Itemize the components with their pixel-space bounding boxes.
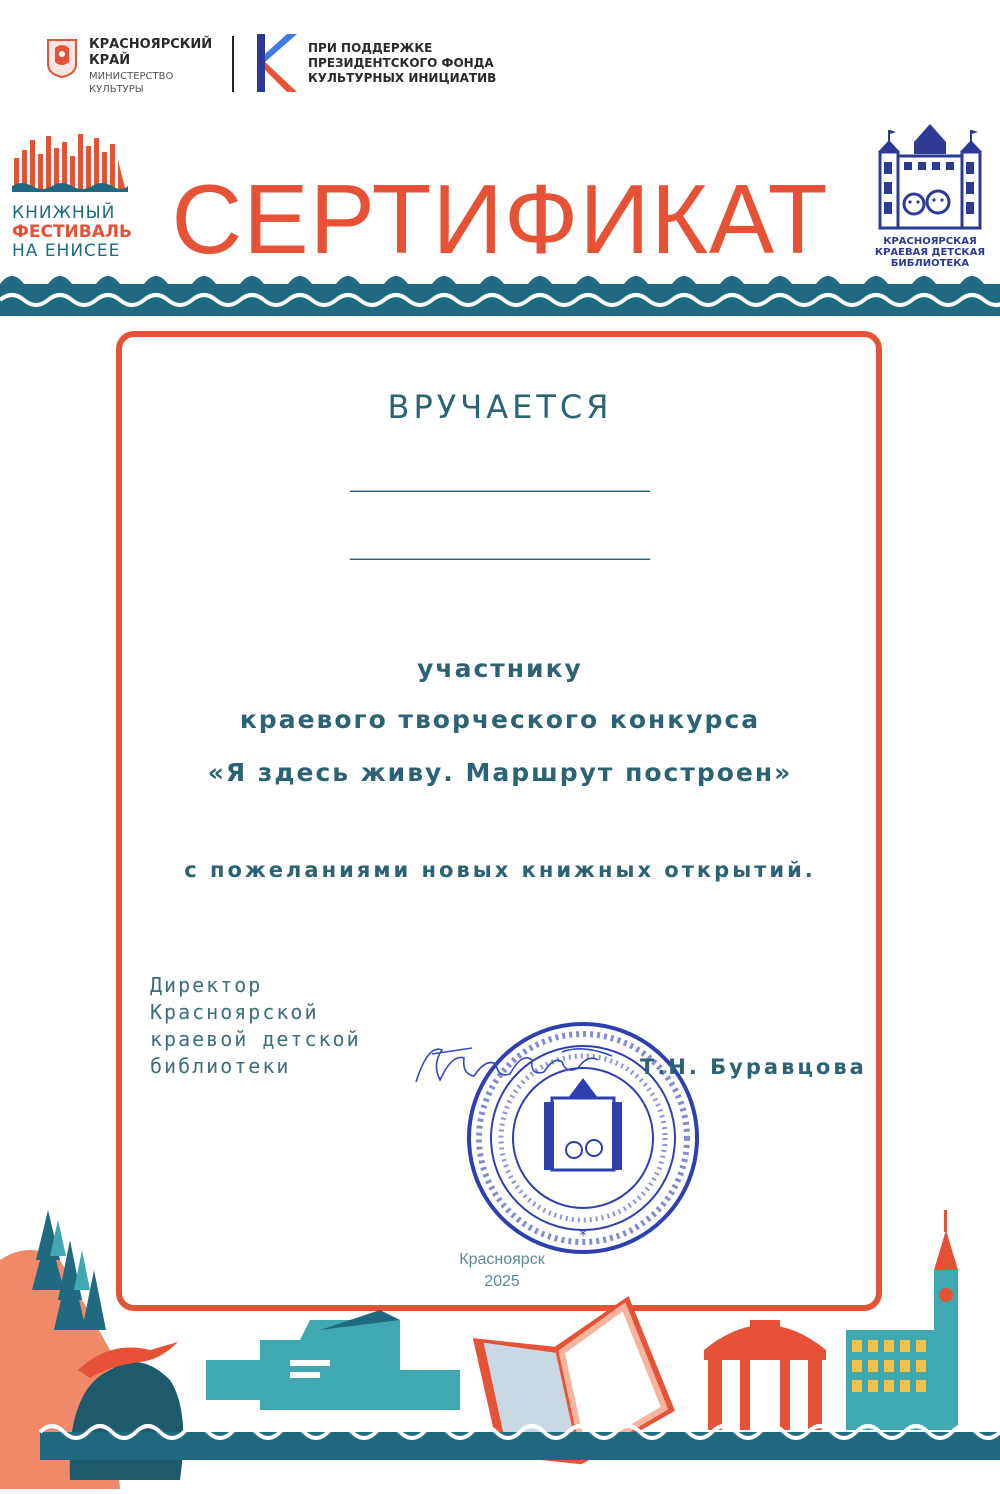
- contest-name: «Я здесь живу. Маршрут построен»: [207, 758, 793, 787]
- certificate-title: СЕРТИФИКАТ: [171, 164, 829, 274]
- region-emblem-icon: [46, 38, 78, 78]
- header-divider: [232, 36, 234, 92]
- handwritten-signature-icon: [412, 1034, 632, 1094]
- footer-year: 2025: [484, 1273, 520, 1290]
- library-logo-line2: КРАЕВАЯ ДЕТСКАЯ: [874, 247, 986, 258]
- presidential-fund-logo-icon: [251, 32, 301, 94]
- svg-text:*: *: [579, 1228, 587, 1244]
- body-line2: краевого творческого конкурса: [239, 705, 761, 734]
- director-title-1: Директор: [150, 973, 263, 997]
- fund-line2: ПРЕЗИДЕНТСКОГО ФОНДА: [308, 56, 494, 70]
- body-line1: участнику: [417, 654, 583, 683]
- director-title-2: Красноярской: [150, 1000, 319, 1024]
- library-logo-line3: БИБЛИОТЕКА: [890, 258, 970, 269]
- wish-line: с пожеланиями новых книжных открытий.: [184, 858, 816, 882]
- top-wave-band: [0, 262, 1000, 316]
- region-name: КРАСНОЯРСКИЙ КРАЙ: [89, 37, 213, 68]
- festival-line2: ФЕСТИВАЛЬ: [12, 222, 132, 242]
- library-logo-line1: КРАСНОЯРСКАЯ: [883, 236, 977, 247]
- fund-line1: ПРИ ПОДДЕРЖКЕ: [308, 41, 433, 55]
- director-name: Т.Н. Буравцова: [640, 1055, 867, 1079]
- festival-line3: НА ЕНИСЕЕ: [12, 241, 121, 261]
- library-castle-logo-icon: [874, 122, 986, 232]
- director-title-3: краевой детской: [150, 1027, 361, 1051]
- footer-city: Красноярск: [459, 1251, 545, 1268]
- director-title-4: библиотеки: [150, 1054, 291, 1078]
- recipient-blank-line-1: ______________________________: [350, 468, 650, 492]
- ministry-name: МИНИСТЕРСТВО КУЛЬТУРЫ: [89, 71, 174, 95]
- festival-line1: КНИЖНЫЙ: [12, 203, 116, 223]
- recipient-blank-line-2: ______________________________: [350, 536, 650, 560]
- awarded-heading: ВРУЧАЕТСЯ: [387, 388, 613, 426]
- bottom-city-illustration: [0, 1200, 1000, 1489]
- fund-line3: КУЛЬТУРНЫХ ИНИЦИАТИВ: [308, 71, 497, 85]
